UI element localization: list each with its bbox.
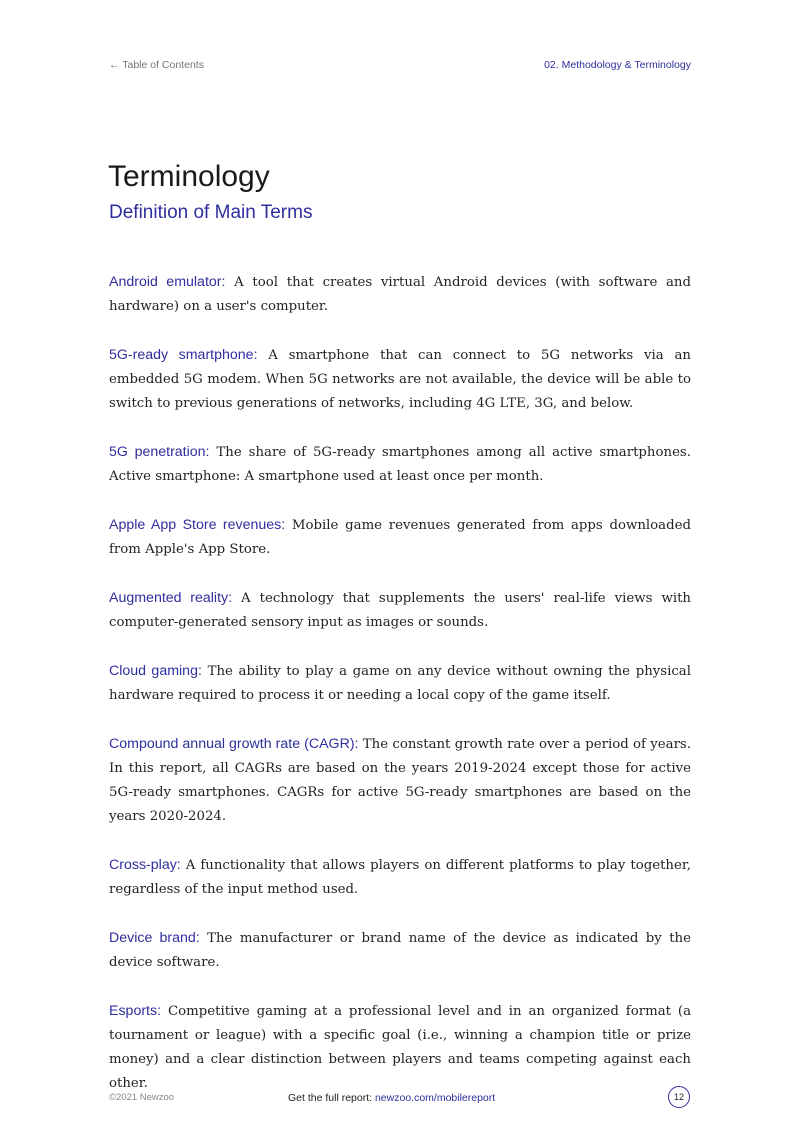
term-item: [109, 659, 691, 708]
full-report-cta: [288, 1092, 495, 1104]
term-name: 5G penetration:: [109, 444, 210, 460]
term-definition: A smartphone that can connect to 5G networks via an embedded 5G modem. When 5G networks are not available, the device will be able to switch to previous generations of networks, including 4G LTE, 3G, and below.: [109, 348, 691, 411]
term-name: Android emulator:: [109, 274, 226, 290]
term-name: Cross-play:: [109, 857, 181, 873]
term-definition: The constant growth rate over a period of years. In this report, all CAGRs are based on the years 2019-2024 except those for active 5G-ready smartphones. CAGRs for active 5G-ready smartphones are based on the years 2020-2024.: [109, 737, 691, 824]
terms-list: [109, 270, 691, 1120]
term-definition: A functionality that allows players on different platforms to play together, regardless of the input method used.: [109, 858, 691, 897]
page-number: 12: [668, 1086, 690, 1108]
cta-text: Get the full report:: [288, 1092, 375, 1104]
term-item: [109, 586, 691, 635]
term-item: [109, 999, 691, 1096]
term-item: [109, 343, 691, 416]
term-definition: The ability to play a game on any device without owning the physical hardware required to process it or needing a local copy of the game itself.: [109, 664, 691, 703]
term-item: [109, 513, 691, 562]
term-name: Augmented reality:: [109, 590, 233, 606]
term-item: [109, 440, 691, 489]
term-definition: A tool that creates virtual Android devices (with software and hardware) on a user's computer.: [109, 275, 692, 314]
term-name: Esports:: [109, 1003, 162, 1019]
term-definition: A technology that supplements the users' real-life views with computer-generated sensory input as images or sounds.: [109, 591, 691, 630]
copyright: ©2021 Newzoo: [109, 1092, 175, 1103]
term-item: [109, 926, 691, 975]
term-name: 5G-ready smartphone:: [109, 347, 258, 363]
term-definition: Competitive gaming at a professional level and in an organized format (a tournament or league) with a specific goal (i.e., winning a champion title or prize money) and a clear distinction between players and teams competing against each other.: [109, 1004, 691, 1091]
page-title: Terminology: [108, 160, 270, 193]
term-name: Compound annual growth rate (CAGR):: [109, 736, 359, 752]
term-item: [109, 853, 691, 902]
term-item: [109, 732, 691, 829]
term-item: [109, 270, 691, 319]
table-of-contents-link[interactable]: ← Table of Contents: [109, 59, 204, 71]
page-subtitle: Definition of Main Terms: [109, 202, 313, 223]
term-name: Cloud gaming:: [109, 663, 202, 679]
term-definition: Mobile game revenues generated from apps downloaded from Apple's App Store.: [109, 518, 691, 557]
term-definition: The share of 5G-ready smartphones among all active smartphones. Active smartphone: A smartphone used at least once per month.: [109, 445, 691, 484]
term-name: Apple App Store revenues:: [109, 517, 286, 533]
term-definition: The manufacturer or brand name of the device as indicated by the device software.: [109, 931, 691, 970]
term-name: Device brand:: [109, 930, 200, 946]
section-label: 02. Methodology & Terminology: [544, 59, 691, 71]
report-link[interactable]: newzoo.com/mobilereport: [374, 1092, 496, 1104]
